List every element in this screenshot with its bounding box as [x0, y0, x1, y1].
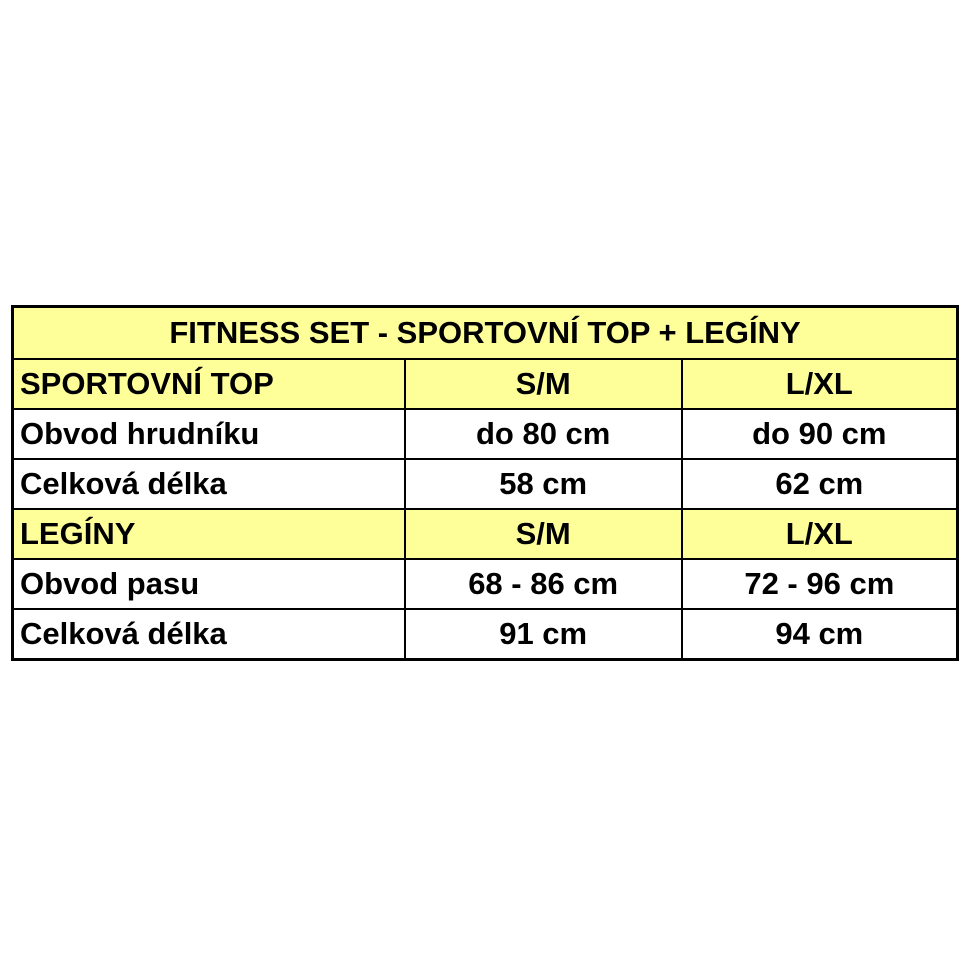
- size-header-lxl: L/XL: [682, 509, 958, 559]
- size-header-lxl: L/XL: [682, 359, 958, 409]
- cell-value-sm: 58 cm: [405, 459, 682, 509]
- size-header-sm: S/M: [405, 359, 682, 409]
- table-title: FITNESS SET - SPORTOVNÍ TOP + LEGÍNY: [13, 307, 958, 360]
- size-header-sm: S/M: [405, 509, 682, 559]
- row-label: Obvod pasu: [13, 559, 405, 609]
- cell-value-lxl: 72 - 96 cm: [682, 559, 958, 609]
- section-header-top: [13, 359, 958, 409]
- row-label: Obvod hrudníku: [13, 409, 405, 459]
- section-title-top: SPORTOVNÍ TOP: [13, 359, 405, 409]
- cell-value-lxl: do 90 cm: [682, 409, 958, 459]
- table-row: [13, 609, 958, 660]
- row-label: Celková délka: [13, 609, 405, 660]
- table-row: [13, 459, 958, 509]
- cell-value-lxl: 94 cm: [682, 609, 958, 660]
- table-title-row: [13, 307, 958, 360]
- cell-value-lxl: 62 cm: [682, 459, 958, 509]
- cell-value-sm: do 80 cm: [405, 409, 682, 459]
- cell-value-sm: 68 - 86 cm: [405, 559, 682, 609]
- cell-value-sm: 91 cm: [405, 609, 682, 660]
- table-row: [13, 559, 958, 609]
- section-title-leggings: LEGÍNY: [13, 509, 405, 559]
- row-label: Celková délka: [13, 459, 405, 509]
- size-chart-table: [11, 305, 959, 661]
- section-header-leggings: [13, 509, 958, 559]
- table-row: [13, 409, 958, 459]
